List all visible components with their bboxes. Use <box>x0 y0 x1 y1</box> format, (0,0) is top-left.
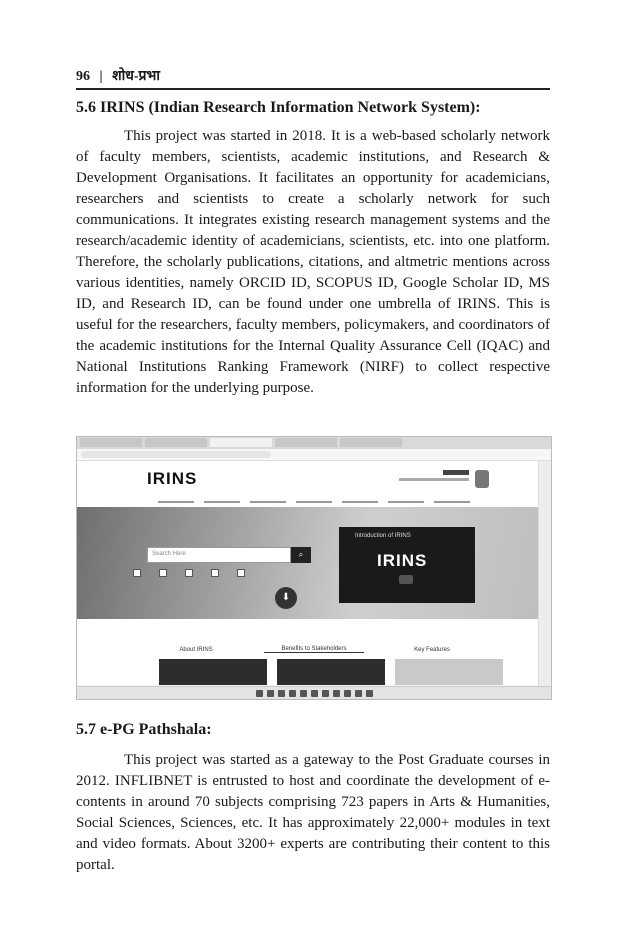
card-image <box>277 659 385 685</box>
browser-tab <box>340 438 402 447</box>
video-logo: IRINS <box>377 551 428 570</box>
hero-banner <box>77 507 551 619</box>
feature-benefits: Benefits to Stakeholders <box>264 646 364 653</box>
browser-side-toolbar <box>538 461 551 687</box>
checkbox <box>133 569 141 577</box>
video-title: Introduction of IRINS <box>355 533 411 539</box>
image-cards <box>77 659 551 685</box>
site-nav <box>77 497 551 507</box>
windows-taskbar <box>77 686 551 699</box>
checkbox <box>185 569 193 577</box>
browser-tab-active <box>210 438 272 447</box>
section-title-epg: 5.7 e-PG Pathshala: <box>76 721 212 738</box>
browser-tab-bar <box>77 437 551 449</box>
checkbox <box>159 569 167 577</box>
address-field <box>81 451 271 458</box>
intro-video <box>339 527 475 603</box>
header-separator: | <box>99 69 103 84</box>
search-icon: ⌕ <box>291 547 311 563</box>
search-input: Search Here <box>147 547 291 563</box>
checkbox <box>211 569 219 577</box>
paragraph-epg: This project was started as a gateway to the Post Graduate courses in 2012. INFLIBNET is entrusted to host and coordinate the development of e-contents in around 70 subjects comprising 723 papers in Arts & Humanities, Social Sciences, Sciences, etc. It has approximately 22,000+ modules in text and video formats. About 3200+ experts are contributing their content to this portal. <box>76 752 550 873</box>
emblem-icon <box>475 470 489 488</box>
site-header <box>77 461 551 497</box>
feature-key: Key Features <box>414 647 450 653</box>
page-header <box>76 66 550 90</box>
card-image <box>159 659 267 685</box>
journal-name: शोध-प्रभा <box>112 69 160 84</box>
browser-tab <box>80 438 142 447</box>
irins-screenshot-figure <box>76 436 552 700</box>
page-number: 96 <box>76 69 90 84</box>
feature-about: About IRINS <box>179 647 213 653</box>
browser-tab <box>275 438 337 447</box>
play-icon <box>399 575 413 584</box>
feature-tabs <box>77 619 551 659</box>
browser-tab <box>145 438 207 447</box>
card-image <box>395 659 503 685</box>
irins-logo: IRINS <box>147 469 198 488</box>
paragraph-irins: This project was started in 2018. It is a web-based scholarly network of faculty members, scientists, academic institutions, and Research & Development Organisations. It facilitates an opportunity for academicians, researchers and scientists to create a scholarly network for such communications. It integrates existing research management systems and the research/academic identity of academicians, scientists, etc. into one platform. Therefore, the scholarly publications, citations, and altmetric mentions across various identities, namely ORCID ID, SCOPUS ID, Google Scholar ID, MS ID, and Research ID, can be found under one umbrella of IRINS. This is useful for the researchers, faculty members, policymakers, and coordinators of the academic institutions for the Internal Quality Assurance Cell (IQAC) and National Institutions Ranking Framework (NIRF) to collect respective information for the underlying purpose. <box>76 128 550 396</box>
search-filters <box>133 569 245 577</box>
download-icon: ⬇ <box>275 587 297 609</box>
checkbox <box>237 569 245 577</box>
browser-address-bar <box>77 449 551 461</box>
section-title-irins: 5.6 IRINS (Indian Research Information Network System): <box>76 99 481 116</box>
inflibnet-emblem <box>401 468 491 490</box>
